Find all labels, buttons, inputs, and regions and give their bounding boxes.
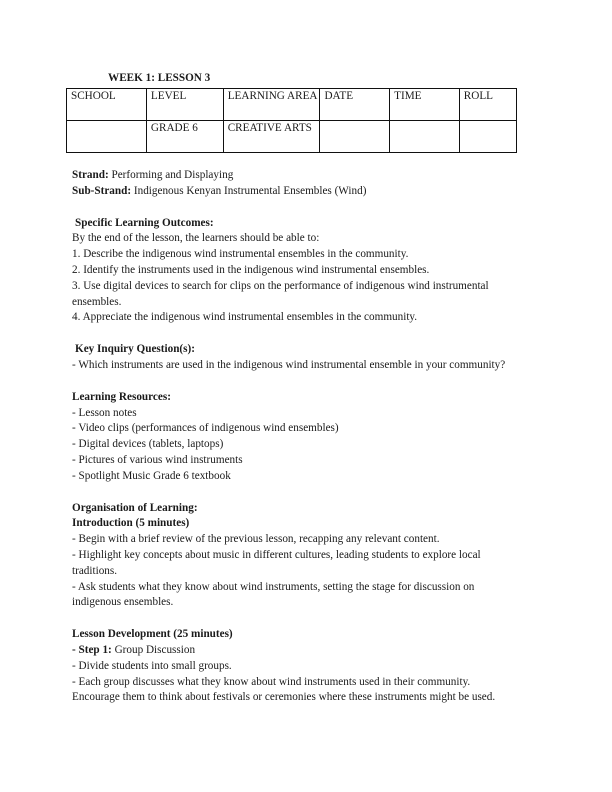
resources-heading: Learning Resources: [72,390,171,403]
table-cell-roll-header: ROLL [459,89,516,121]
inquiry-heading: Key Inquiry Question(s): [75,343,195,356]
resource-item: - Spotlight Music Grade 6 textbook [72,469,231,482]
sub-strand-value: Indigenous Kenyan Instrumental Ensembles (Wind) [131,184,367,197]
strand-value: Performing and Displaying [108,169,234,181]
lesson-title: WEEK 1: LESSON 3 [108,72,211,84]
introduction-heading: Introduction (5 minutes) [72,517,190,530]
step-1-value: Group Discussion [111,643,196,656]
spacer [72,326,552,342]
table-cell-time-value [390,121,460,153]
table-cell-date-header: DATE [320,89,390,121]
table-value-row [67,121,517,153]
outcome-item: 2. Identify the instruments used in the indigenous wind instrumental ensembles. [72,263,430,276]
table-cell-learning-area-header: LEARNING AREA [223,89,320,121]
organisation-heading: Organisation of Learning: [72,501,198,514]
step-1-line [72,643,552,659]
resource-item: - Video clips (performances of indigenous wind ensembles) [72,422,339,435]
resource-item: - Digital devices (tablets, laptops) [72,438,224,451]
outcome-item: 4. Appreciate the indigenous wind instrumental ensembles in the community. [72,311,418,324]
table-cell-date-value [320,121,390,153]
table-cell-level-header: LEVEL [146,89,223,121]
outcomes-intro: By the end of the lesson, the learners should be able to: [72,232,320,245]
outcomes-heading: Specific Learning Outcomes: [75,216,214,229]
lesson-info-table [66,88,517,153]
outcome-item: 3. Use digital devices to search for clips on the performance of indigenous wind instrumental ensembles. [72,279,489,308]
spacer [72,200,552,216]
sub-strand-line [72,184,552,200]
table-header-row [67,89,517,121]
table-cell-school-header: SCHOOL [67,89,147,121]
strand-label: Strand: [72,169,109,181]
table-cell-level-value: GRADE 6 [146,121,223,153]
spacer [72,485,552,501]
lesson-body [72,168,552,706]
table-cell-time-header: TIME [390,89,460,121]
sub-strand-label: Sub-Strand: [72,184,132,197]
spacer [72,611,552,627]
strand-line [72,168,552,184]
resource-item: - Pictures of various wind instruments [72,453,243,466]
step-1-label: - Step 1: [72,643,112,656]
resource-item: - Lesson notes [72,406,137,419]
inquiry-item: - Which instruments are used in the indigenous wind instrumental ensemble in your community? [72,358,506,371]
table-cell-school-value [67,121,147,153]
introduction-item: - Ask students what they know about wind instruments, setting the stage for discussion on indigenous ensembles. [72,580,475,609]
development-item: - Each group discusses what they know about wind instruments used in their community. Encourage them to think about festivals or ceremonies where these instruments might be used. [72,675,496,704]
development-item: - Divide students into small groups. [72,659,232,672]
spacer [72,374,552,390]
outcome-item: 1. Describe the indigenous wind instrumental ensembles in the community. [72,248,409,261]
table-cell-roll-value [459,121,516,153]
introduction-item: - Highlight key concepts about music in different cultures, leading students to explore local traditions. [72,548,481,577]
introduction-item: - Begin with a brief review of the previous lesson, recapping any relevant content. [72,533,440,546]
table-cell-learning-area-value: CREATIVE ARTS [223,121,320,153]
development-heading: Lesson Development (25 minutes) [72,628,233,641]
